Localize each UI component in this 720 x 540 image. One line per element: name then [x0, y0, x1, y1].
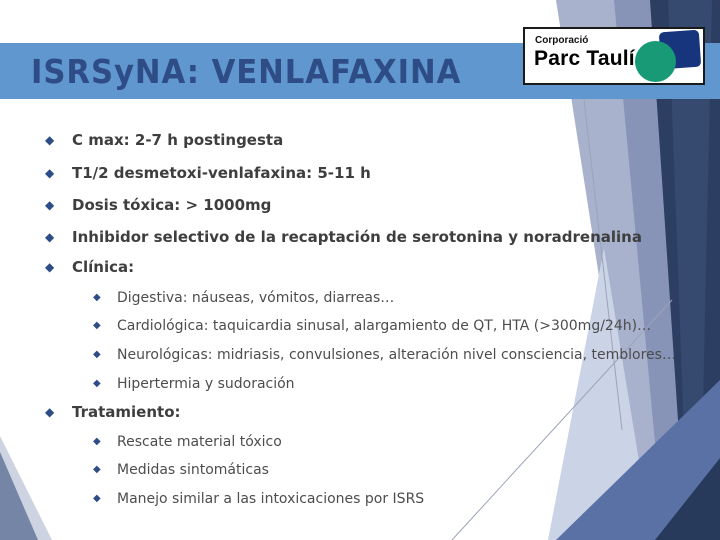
parc-tauli-logo	[523, 27, 705, 85]
bullet-text: Neurológicas: midriasis, convulsiones, alteración nivel consciencia, temblores…	[117, 347, 676, 363]
bullet-item	[93, 344, 676, 366]
logo-circle-icon	[635, 41, 676, 82]
bullet-item	[93, 315, 651, 337]
bullet-item	[93, 287, 394, 309]
diamond-bullet-icon: ◆	[45, 405, 55, 419]
bullet-item	[45, 129, 283, 151]
diamond-bullet-icon: ◆	[93, 436, 101, 447]
slide-title: ISRSyNA: VENLAFAXINA	[31, 51, 462, 91]
bullet-text: C max: 2-7 h postingesta	[72, 131, 284, 149]
diamond-bullet-icon: ◆	[45, 133, 55, 147]
bullet-text: Rescate material tóxico	[117, 434, 282, 450]
diamond-bullet-icon: ◆	[93, 493, 101, 504]
bullet-item	[93, 488, 424, 510]
bullet-text: Medidas sintomáticas	[117, 462, 269, 478]
bullet-text: T1/2 desmetoxi-venlafaxina: 5-11 h	[72, 164, 371, 182]
bullet-text: Manejo similar a las intoxicaciones por ISRS	[117, 491, 425, 507]
bullet-text: Cardiológica: taquicardia sinusal, alargamiento de QT, HTA (>300mg/24h)…	[117, 318, 652, 334]
diamond-bullet-icon: ◆	[93, 320, 101, 331]
diamond-bullet-icon: ◆	[93, 349, 101, 360]
bullet-item	[45, 401, 181, 423]
bullet-text: Clínica:	[72, 258, 135, 276]
bullet-item	[45, 226, 642, 248]
bullet-text: Tratamiento:	[72, 403, 181, 421]
bullet-item	[93, 459, 269, 481]
diamond-bullet-icon: ◆	[93, 378, 101, 389]
diamond-bullet-icon: ◆	[93, 464, 101, 475]
diamond-bullet-icon: ◆	[45, 198, 55, 212]
bullet-text: Inhibidor selectivo de la recaptación de serotonina y noradrenalina	[72, 228, 642, 246]
bullet-text: Digestiva: náuseas, vómitos, diarreas…	[117, 290, 395, 306]
diamond-bullet-icon: ◆	[93, 292, 101, 303]
diamond-bullet-icon: ◆	[45, 230, 55, 244]
bullet-text: Dosis tóxica: > 1000mg	[72, 196, 272, 214]
bullet-item	[45, 162, 371, 184]
bullet-item	[45, 256, 134, 278]
bullet-text: Hipertermia y sudoración	[117, 376, 295, 392]
logo-name-text: Parc Taulí	[534, 47, 635, 70]
logo-org-text: Corporació	[535, 35, 589, 46]
bullet-item	[93, 431, 282, 453]
bullet-item	[45, 194, 271, 216]
diamond-bullet-icon: ◆	[45, 260, 55, 274]
bullet-item	[93, 373, 295, 395]
diamond-bullet-icon: ◆	[45, 166, 55, 180]
